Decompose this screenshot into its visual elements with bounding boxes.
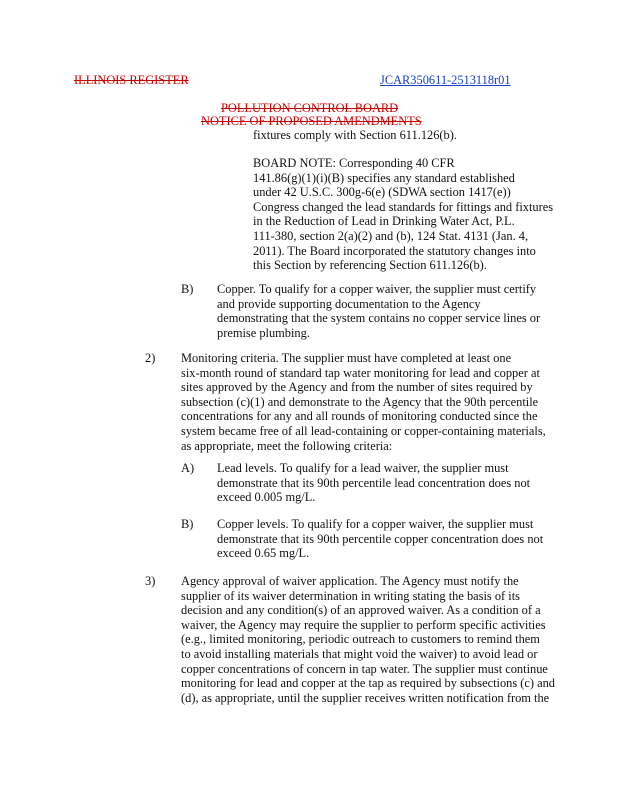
paragraph-line: sites approved by the Agency and from the number of sites required by bbox=[181, 380, 533, 395]
item-2b-label: B) bbox=[181, 517, 194, 531]
paragraph-line: exceed 0.005 mg/L. bbox=[217, 490, 316, 505]
register-title: ILLINOIS REGISTER bbox=[74, 73, 189, 87]
paragraph-line: waiver, the Agency may require the supplier to perform specific activities bbox=[181, 617, 546, 632]
paragraph-line: (d), as appropriate, until the supplier receives written notification from the bbox=[181, 690, 550, 705]
paragraph-line: Agency approval of waiver application. The Agency must notify the bbox=[181, 574, 519, 588]
paragraph-line: and provide supporting documentation to the Agency bbox=[217, 296, 481, 311]
board-note-line: BOARD NOTE: Corresponding 40 CFR bbox=[253, 156, 455, 170]
paragraph-line: demonstrate that its 90th percentile lead concentration does not bbox=[217, 475, 531, 490]
notice-title: NOTICE OF PROPOSED AMENDMENTS bbox=[201, 114, 422, 128]
paragraph-line: demonstrate that its 90th percentile copper concentration does not bbox=[217, 531, 544, 546]
paragraph-line: (e.g., limited monitoring, periodic outreach to customers to remind them bbox=[181, 632, 540, 647]
item-3-text bbox=[181, 574, 555, 705]
paragraph-line: premise plumbing. bbox=[217, 325, 310, 340]
item-2a-label: A) bbox=[181, 461, 195, 475]
item-2b-text bbox=[217, 517, 543, 561]
paragraph-line: as appropriate, meet the following criteria: bbox=[181, 438, 393, 453]
paragraph-line: supplier of its waiver determination in writing stating the basis of its bbox=[181, 588, 520, 603]
item-b-copper-text bbox=[217, 282, 540, 340]
jcar-code: JCAR350611-2513118r01 bbox=[380, 73, 511, 87]
paragraph-line: decision and any condition(s) of an approved waiver. As a condition of a bbox=[181, 603, 541, 618]
item-2-label: 2) bbox=[145, 351, 156, 365]
board-note-line: 2011). The Board incorporated the statutory changes into bbox=[253, 243, 536, 258]
paragraph-line: exceed 0.65 mg/L. bbox=[217, 546, 310, 561]
board-name: POLLUTION CONTROL BOARD bbox=[221, 101, 399, 115]
paragraph-line: Lead levels. To qualify for a lead waiver, the supplier must bbox=[217, 461, 509, 475]
paragraph-line: Copper. To qualify for a copper waiver, the supplier must certify bbox=[217, 282, 537, 296]
paragraph-line: concentrations for any and all rounds of monitoring conducted since the bbox=[181, 409, 538, 424]
board-note-line: in the Reduction of Lead in Drinking Water Act, P.L. bbox=[253, 214, 515, 229]
board-note-line: this Section by referencing Section 611.126(b). bbox=[253, 258, 487, 273]
board-note-line: under 42 U.S.C. 300g-6(e) (SDWA section 1417(e)) bbox=[253, 185, 511, 200]
item-2a-text bbox=[217, 461, 530, 505]
continuation-line: fixtures comply with Section 611.126(b). bbox=[253, 128, 457, 142]
paragraph-line: system became free of all lead-containing or copper-containing materials, bbox=[181, 423, 546, 438]
board-note-line: 141.86(g)(1)(i)(B) specifies any standard established bbox=[253, 170, 515, 185]
paragraph-line: Monitoring criteria. The supplier must have completed at least one bbox=[181, 351, 512, 365]
paragraph-line: subsection (c)(1) and demonstrate to the Agency that the 90th percentile bbox=[181, 394, 539, 409]
paragraph-line: monitoring for lead and copper at the tap as required by subsections (c) and bbox=[181, 676, 556, 691]
item-b-copper-label: B) bbox=[181, 282, 194, 296]
paragraph-line: six-month round of standard tap water monitoring for lead and copper at bbox=[181, 365, 540, 380]
paragraph-line: to avoid installing materials that might void the waiver) to avoid lead or bbox=[181, 646, 538, 661]
paragraph-line: demonstrating that the system contains no copper service lines or bbox=[217, 311, 541, 326]
paragraph-line: copper concentrations of concern in tap water. The supplier must continue bbox=[181, 661, 548, 676]
paragraph-line: Copper levels. To qualify for a copper waiver, the supplier must bbox=[217, 517, 534, 531]
board-note bbox=[253, 156, 553, 273]
item-2-text bbox=[181, 351, 546, 453]
board-note-line: 111-380, section 2(a)(2) and (b), 124 Stat. 4131 (Jan. 4, bbox=[253, 228, 529, 243]
item-3-label: 3) bbox=[145, 574, 156, 588]
board-note-line: Congress changed the lead standards for fittings and fixtures bbox=[253, 199, 554, 214]
